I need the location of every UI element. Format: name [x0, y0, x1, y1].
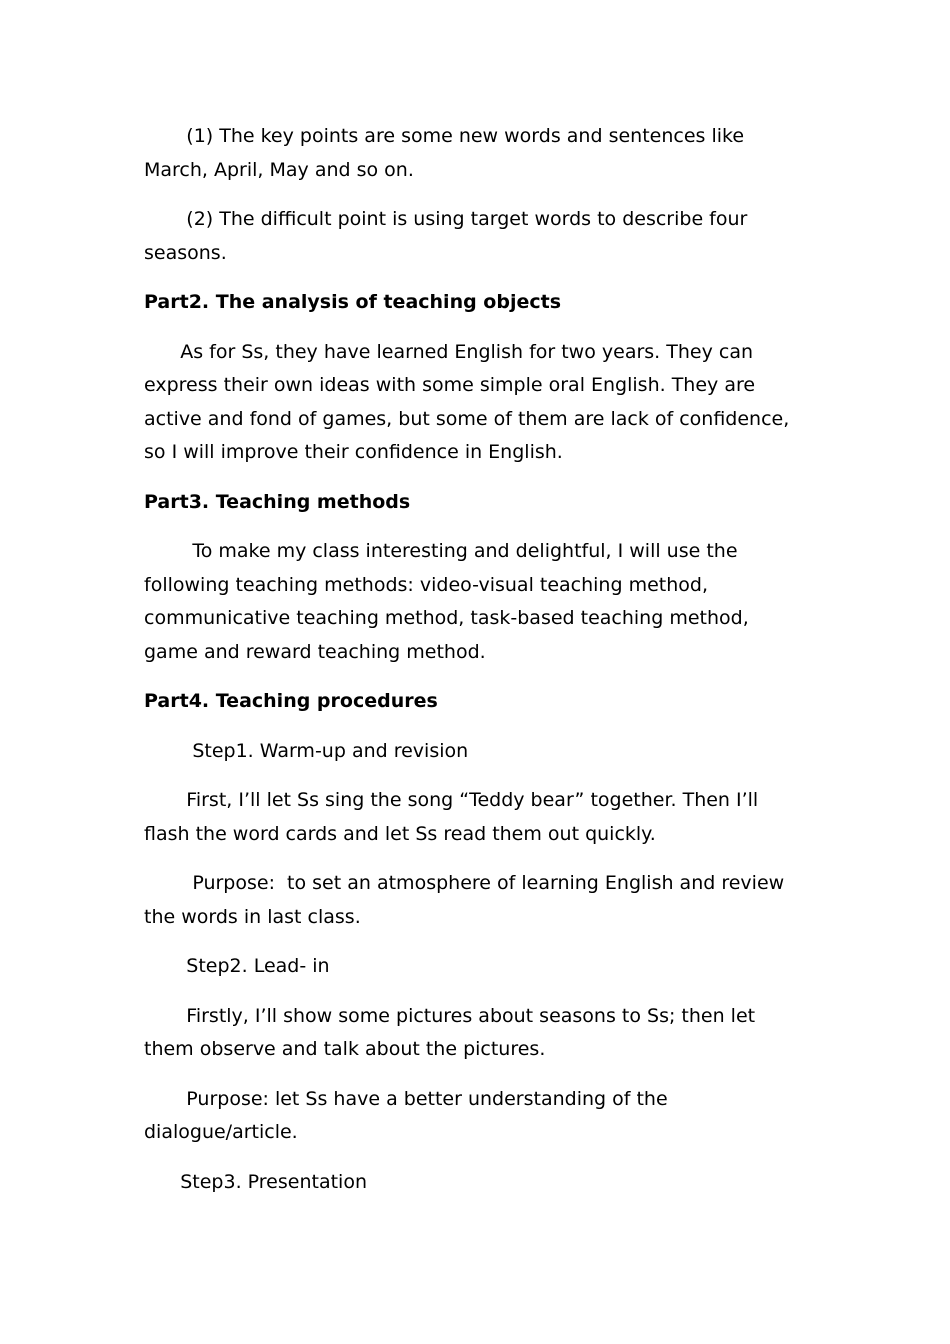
step1-purpose	[144, 867, 804, 934]
text-line: First, I’ll let Ss sing the song “Teddy bear” together. Then I’ll	[144, 789, 759, 811]
text-line: To make my class interesting and delightful, I will use the	[144, 540, 738, 562]
text-line: following teaching methods: video-visual teaching method,	[144, 573, 708, 596]
text-line: Step2. Lead- in	[144, 955, 330, 977]
text-line: March, April, May and so on.	[144, 158, 414, 181]
text-line: dialogue/article.	[144, 1121, 298, 1143]
text-line: Step3. Presentation	[144, 1170, 367, 1193]
text-line: so I will improve their confidence in English.	[144, 441, 563, 463]
difficult-point-paragraph	[144, 203, 804, 270]
text-line: seasons.	[144, 241, 227, 264]
text-line: them observe and talk about the pictures.	[144, 1038, 546, 1060]
document-page	[144, 120, 804, 1215]
heading-text: Part2. The analysis of teaching objects	[144, 291, 562, 313]
step2-title	[144, 950, 804, 984]
step2-purpose	[144, 1083, 804, 1150]
teaching-objects-paragraph	[144, 336, 804, 470]
section-heading-part4	[144, 685, 804, 719]
text-line: flash the word cards and let Ss read them out quickly.	[144, 822, 656, 845]
text-line: express their own ideas with some simple oral English. They are	[144, 374, 756, 396]
key-points-paragraph	[144, 120, 804, 187]
text-line: Firstly, I’ll show some pictures about seasons to Ss; then let	[144, 1004, 756, 1027]
text-line: active and fond of games, but some of them are lack of confidence,	[144, 407, 790, 430]
section-heading-part3	[144, 486, 804, 520]
text-line: Purpose: let Ss have a better understanding of the	[144, 1087, 668, 1110]
step1-description	[144, 784, 804, 851]
section-heading-part2	[144, 286, 804, 320]
heading-text: Part4. Teaching procedures	[144, 690, 438, 712]
text-line: (1) The key points are some new words and sentences like	[144, 125, 745, 147]
text-line: communicative teaching method, task-based teaching method,	[144, 607, 749, 629]
text-line: Purpose: to set an atmosphere of learning English and review	[144, 872, 785, 894]
step1-title	[144, 735, 804, 769]
step3-title	[144, 1166, 804, 1200]
text-line: game and reward teaching method.	[144, 640, 486, 663]
teaching-methods-paragraph	[144, 535, 804, 669]
step2-description	[144, 1000, 804, 1067]
text-line: As for Ss, they have learned English for two years. They can	[144, 340, 754, 363]
text-line: (2) The difficult point is using target words to describe four	[144, 208, 748, 230]
text-line: the words in last class.	[144, 905, 361, 928]
heading-text: Part3. Teaching methods	[144, 490, 411, 513]
text-line: Step1. Warm-up and revision	[144, 739, 469, 762]
